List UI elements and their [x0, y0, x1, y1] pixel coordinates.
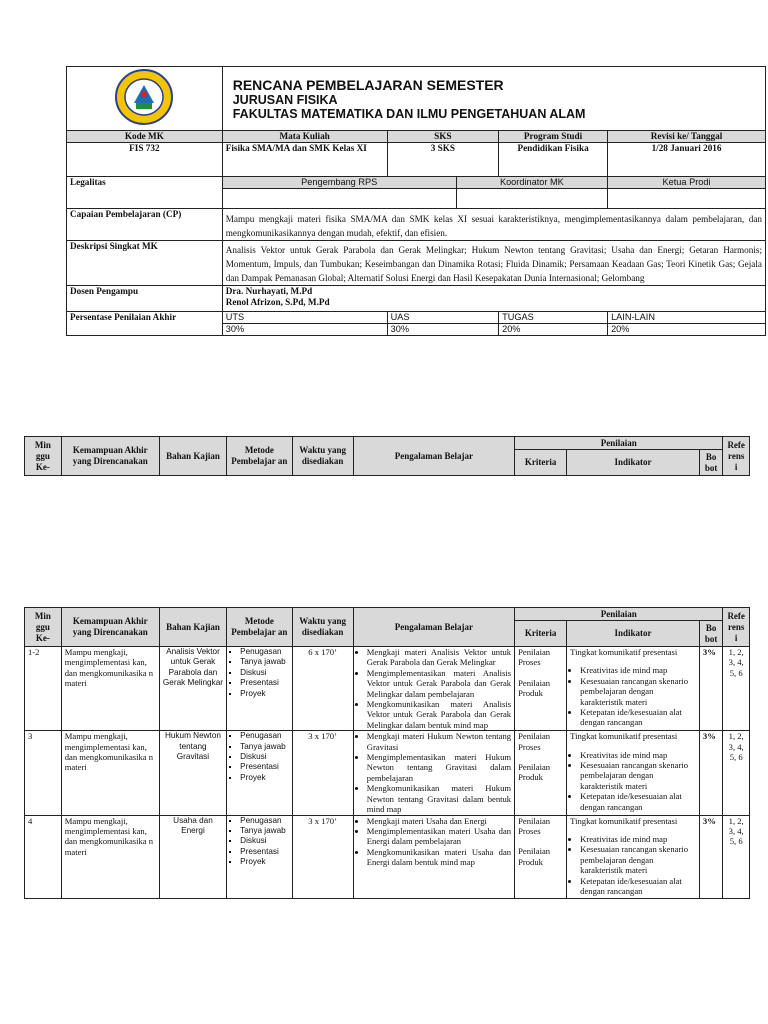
- col-metode: Metode Pembelajar an: [227, 608, 292, 647]
- pengembang-rps-label: Pengembang RPS: [222, 177, 456, 189]
- course-value-row: [67, 143, 766, 177]
- bobot-cell: 3%: [699, 647, 722, 731]
- indikator-item: • Kesesuaian rancangan skenario pembelajaran dengan karakteristik materi: [580, 844, 696, 875]
- schedule-body: [25, 647, 750, 899]
- pengalaman-item: • Mengkaji materi Hukum Newton tentang Gravitasi: [367, 731, 511, 752]
- mata-kuliah-header: Mata Kuliah: [222, 131, 387, 143]
- metode-item: ▪ Diskusi: [240, 836, 288, 846]
- indikator-item: • Kesesuaian rancangan skenario pembelajaran dengan karakteristik materi: [580, 760, 696, 791]
- indikator-cell: [567, 731, 700, 815]
- col-waktu: Waktu yang disediakan: [292, 608, 353, 647]
- sks-header: SKS: [387, 131, 498, 143]
- pengalaman-cell: [353, 647, 514, 731]
- kemampuan-cell: Mampu mengkaji, mengimplementasi kan, dan mengkomunikasika n materi: [61, 731, 159, 815]
- kemampuan-cell: Mampu mengkaji, mengimplementasi kan, dan mengkomunikasika n materi: [61, 815, 159, 899]
- metode-item: ▪ Presentasi: [240, 762, 288, 772]
- uts-label: UTS: [222, 312, 387, 324]
- pengalaman-cell: [353, 731, 514, 815]
- referensi-cell: 1, 2, 3, 4, 5, 6: [723, 731, 750, 815]
- program-studi-header: Program Studi: [499, 131, 608, 143]
- tugas-label: TUGAS: [499, 312, 608, 324]
- metode-item: ▪ Tanya jawab: [240, 657, 288, 667]
- col-indikator: Indikator: [567, 450, 700, 476]
- kriteria-produk: Penilaian Produk: [518, 677, 551, 699]
- col-bahan: Bahan Kajian: [159, 437, 226, 476]
- col-minggu: Min ggu Ke-: [25, 437, 62, 476]
- pengalaman-cell: [353, 815, 514, 899]
- pengalaman-item: • Mengimplementasikan materi Hukum Newton tentang Gravitasi dalam pembelajaran: [367, 752, 511, 783]
- pengalaman-item: • Mengimplementasikan materi Analisis Vektor untuk Gerak Parabola dan Gerak Melingkar dalam pembelajaran: [367, 668, 511, 699]
- kriteria-produk: Penilaian Produk: [518, 846, 551, 867]
- bahan-cell: Analisis Vektor untuk Gerak Parabola dan Gerak Melingkar: [159, 647, 226, 731]
- col-bobot: Bo bot: [699, 621, 722, 647]
- legalitas-row: [67, 177, 766, 189]
- dosen-names: [222, 286, 765, 312]
- program-studi-value: Pendidikan Fisika: [499, 143, 608, 177]
- kriteria-produk: Penilaian Produk: [518, 762, 551, 783]
- metode-item: ▪ Diskusi: [240, 668, 288, 678]
- schedule-table: [24, 607, 750, 899]
- pengalaman-item: • Mengkaji materi Usaha dan Energi: [367, 816, 511, 826]
- penilaian-label-row: [67, 312, 766, 324]
- indikator-item: • Kesesuaian rancangan skenario pembelajaran dengan karakteristik materi: [580, 676, 696, 707]
- lain-lain-value: 20%: [608, 324, 766, 336]
- schedule-header-table: [24, 436, 750, 476]
- col-pengalaman: Pengalaman Belajar: [353, 608, 514, 647]
- pengalaman-item: • Mengkomunikasikan materi Hukum Newton tentang Gravitasi dalam bentuk mind map: [367, 783, 511, 814]
- indikator-item: • Kreativitas ide mind map: [580, 834, 696, 844]
- indikator-item: • Ketepatan ide/kesesuaian alat dengan rancangan: [580, 707, 696, 728]
- bahan-cell: Usaha dan Energi: [159, 815, 226, 899]
- col-indikator: Indikator: [567, 621, 700, 647]
- col-metode: Metode Pembelajar an: [227, 437, 292, 476]
- col-kemampuan: Kemampuan Akhir yang Direncanakan: [61, 608, 159, 647]
- cp-label: Capaian Pembelajaran (CP): [67, 209, 223, 241]
- deskripsi-row: [67, 241, 766, 286]
- koordinator-sign: [456, 189, 607, 209]
- university-logo: [106, 67, 182, 127]
- waktu-cell: 3 x 170’: [292, 815, 353, 899]
- kriteria-cell: [515, 731, 567, 815]
- referensi-cell: 1, 2, 3, 4, 5, 6: [723, 647, 750, 731]
- mata-kuliah-value: Fisika SMA/MA dan SMK Kelas XI: [222, 143, 387, 177]
- metode-item: ▪ Presentasi: [240, 847, 288, 857]
- indikator-item: • Kreativitas ide mind map: [580, 750, 696, 760]
- kriteria-cell: [515, 815, 567, 899]
- kaprodi-sign: [608, 189, 766, 209]
- ketua-prodi-label: Ketua Prodi: [608, 177, 766, 189]
- waktu-cell: 3 x 170’: [292, 731, 353, 815]
- deskripsi-label: Deskripsi Singkat MK: [67, 241, 223, 286]
- col-penilaian: Penilaian: [515, 437, 723, 450]
- metode-item: ▪ Penugasan: [240, 816, 288, 826]
- cp-row: [67, 209, 766, 241]
- table-row: [25, 815, 750, 899]
- col-penilaian: Penilaian: [515, 608, 723, 621]
- dosen-name-2: Renol Afrizon, S.Pd, M.Pd: [225, 297, 330, 307]
- koordinator-mk-label: Koordinator MK: [456, 177, 607, 189]
- penilaian-label: Persentase Penilaian Akhir: [67, 312, 223, 336]
- revisi-header: Revisi ke/ Tanggal: [608, 131, 766, 143]
- uas-label: UAS: [387, 312, 498, 324]
- kriteria-proses: Penilaian Proses: [518, 647, 551, 668]
- bahan-cell: Hukum Newton tentang Gravitasi: [159, 731, 226, 815]
- tugas-value: 20%: [499, 324, 608, 336]
- dosen-label: Dosen Pengampu: [67, 286, 223, 312]
- table-row: [25, 731, 750, 815]
- referensi-cell: 1, 2, 3, 4, 5, 6: [723, 815, 750, 899]
- deskripsi-text: Analisis Vektor untuk Gerak Parabola dan Gerak Melingkar; Hukum Newton tentang Gravitasi; Usaha dan Energi; Getaran Harmonis; Momentum, Impuls, dan Tumbukan; Keseimbangan dan Dinamika Rotasi; Fluida Dinamik; Persamaan Keadaan Gas; Teori Kinetik Gas; Gejala dan Dampak Pemanasan Global; Alternatif Solusi Energi dan Hasil Kesepakatan Dunia Internasional; Gelombang: [222, 241, 765, 286]
- col-kriteria: Kriteria: [515, 450, 567, 476]
- metode-item: ▪ Proyek: [240, 773, 288, 783]
- department-title: JURUSAN FISIKA: [232, 92, 338, 107]
- kode-mk-value: FIS 732: [67, 143, 223, 177]
- week-cell: 3: [25, 731, 62, 815]
- metode-item: ▪ Penugasan: [240, 647, 288, 657]
- metode-cell: [227, 647, 292, 731]
- kode-mk-header: Kode MK: [67, 131, 223, 143]
- indikator-item: • Kreativitas ide mind map: [580, 665, 696, 675]
- page-title: RENCANA PEMBELAJARAN SEMESTER: [232, 76, 504, 93]
- metode-item: ▪ Proyek: [240, 857, 288, 867]
- pengembang-sign: [222, 189, 456, 209]
- week-cell: 1-2: [25, 647, 62, 731]
- uas-value: 30%: [387, 324, 498, 336]
- indikator-cell: [567, 647, 700, 731]
- bobot-cell: 3%: [699, 731, 722, 815]
- sks-value: 3 SKS: [387, 143, 498, 177]
- title-cell: [222, 67, 765, 131]
- bobot-cell: 3%: [699, 815, 722, 899]
- lain-lain-label: LAIN-LAIN: [608, 312, 766, 324]
- table-row: [25, 647, 750, 731]
- metode-item: ▪ Proyek: [240, 689, 288, 699]
- pengalaman-item: • Mengkaji materi Analisis Vektor untuk Gerak Parabola dan Gerak Melingkar: [367, 647, 511, 668]
- indikator-cell: [567, 815, 700, 899]
- pengalaman-item: • Mengimplementasikan materi Usaha dan Energi dalam pembelajaran: [367, 826, 511, 847]
- revisi-value: 1/28 Januari 2016: [608, 143, 766, 177]
- metode-cell: [227, 815, 292, 899]
- indikator-item: • Ketepatan ide/kesesuaian alat dengan rancangan: [580, 791, 696, 812]
- pengalaman-item: • Mengkomunikasikan materi Analisis Vektor untuk Gerak Parabola dan Gerak Melingkar dalam bentuk mind map: [367, 699, 511, 730]
- col-pengalaman: Pengalaman Belajar: [353, 437, 514, 476]
- pengalaman-item: • Mengkomunikasikan materi Usaha dan Energi dalam bentuk mind map: [367, 847, 511, 868]
- kriteria-proses: Penilaian Proses: [518, 731, 551, 752]
- metode-item: ▪ Tanya jawab: [240, 742, 288, 752]
- legalitas-label: Legalitas: [67, 177, 223, 209]
- logo-cell: [67, 67, 223, 131]
- metode-item: ▪ Penugasan: [240, 731, 288, 741]
- col-kriteria: Kriteria: [515, 621, 567, 647]
- col-bobot: Bo bot: [699, 450, 722, 476]
- kriteria-proses: Penilaian Proses: [518, 815, 551, 836]
- indikator-item: • Ketepatan ide/kesesuaian alat dengan rancangan: [580, 876, 696, 897]
- indikator-intro: Tingkat komunikatif presentasi: [570, 731, 678, 742]
- metode-item: ▪ Tanya jawab: [240, 826, 288, 836]
- metode-item: ▪ Presentasi: [240, 678, 288, 688]
- indikator-intro: Tingkat komunikatif presentasi: [570, 647, 678, 657]
- course-header-row: [67, 131, 766, 143]
- cp-text: Mampu mengkaji materi fisika SMA/MA dan SMK kelas XI sesuai karakteristiknya, mengimplementasikannya dalam pembelajaran, dan mengkomunikasikannya dengan mudah, efektif, dan efisien.: [222, 209, 765, 241]
- kemampuan-cell: Mampu mengkaji, mengimplementasi kan, dan mengkomunikasika n materi: [61, 647, 159, 731]
- dosen-name-1: Dra. Nurhayati, M.Pd: [225, 286, 313, 296]
- dosen-row: [67, 286, 766, 312]
- col-referensi: Refe rens i: [723, 437, 750, 476]
- waktu-cell: 6 x 170’: [292, 647, 353, 731]
- col-kemampuan: Kemampuan Akhir yang Direncanakan: [61, 437, 159, 476]
- uts-value: 30%: [222, 324, 387, 336]
- kriteria-cell: [515, 647, 567, 731]
- week-cell: 4: [25, 815, 62, 899]
- col-waktu: Waktu yang disediakan: [292, 437, 353, 476]
- metode-cell: [227, 731, 292, 815]
- metode-item: ▪ Diskusi: [240, 752, 288, 762]
- rps-header-table: [66, 66, 766, 336]
- col-minggu: Min ggu Ke-: [25, 608, 62, 647]
- indikator-intro: Tingkat komunikatif presentasi: [570, 815, 678, 826]
- col-bahan: Bahan Kajian: [159, 608, 226, 647]
- faculty-title: FAKULTAS MATEMATIKA DAN ILMU PENGETAHUAN ALAM: [232, 106, 586, 121]
- col-referensi: Refe rens i: [723, 608, 750, 647]
